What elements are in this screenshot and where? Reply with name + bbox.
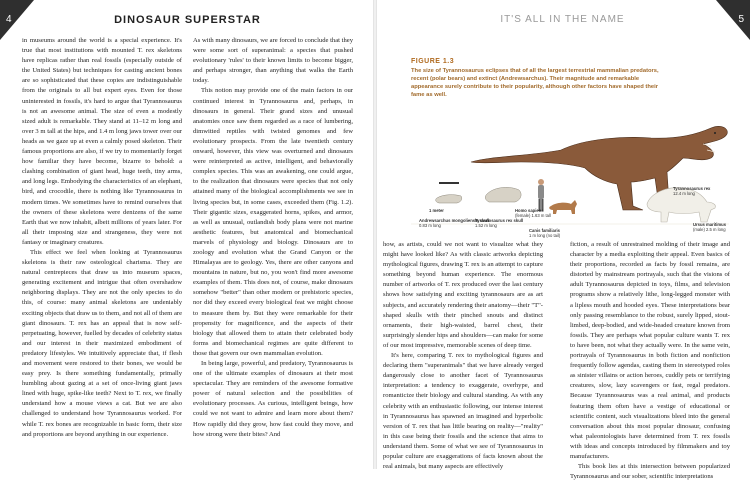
label-scale: 1 meter	[429, 208, 444, 213]
paragraph: how, as artists, could we not want to visualize what they might have looked like? As with classic artworks depicting mythological figures, drawing T. rex is an attempt to capture something beyond human experience. The enormous number of artworks of T. rex produced over the last century shows how satisfying and exciting tyrannosaurs are as art subjects, and accurately rendering their anatomy—their "T"-shaped skulls with their pinched snouts and distinct ornaments, their high-waisted, barrel chest, their surprisingly slender hips and shoulders—can make for some of our most impressive, memorable scenes of deep time.	[383, 241, 543, 349]
left-column-1	[22, 36, 182, 440]
running-head-left: DINOSAUR SUPERSTAR	[114, 14, 261, 26]
paragraph: This effect we feel when looking at Tyrannosaurus skeletons is their raw osteological charisma. They are natural centrepieces that draw us into museum spaces, generating excitement and intrigue that often overshadow neighboring displays. They are not the only species to do this, of course: many animal skeletons are undeniably exciting objects that draw us to them, and not all of them are giant dinosaurs. T. rex has an appeal that is now self-perpetuating, however, fuelled by decades of celebrity status and our interest in their maximized embodiment of predatory lifestyles. We intuitively appreciate that, if flesh and movement were restored to their bones, we would be easy prey. Is there something fundamentally, primally humbling about gazing at a set of once-living giant jaws lined with huge, spike-like teeth? Next to T. rex, we finally understand how a mouse views a cat. But we are also challenged to understand how Tyrannosaurus worked. For while T. rex bones are recognizable in basic form, their size and proportions are beyond anything in our experience.	[22, 248, 182, 438]
human-illustration	[538, 179, 544, 211]
label-human: Homo sapiens (female) 1.63 m tall	[515, 208, 551, 218]
paragraph: fiction, a result of unrestrained molding of their image and character by a media exploiting their appeal. Even basics of their proportions, recorded as facts by fossil remains, are distorted by mainstream portrayals, such that the visions of adult Tyrannosaurus depicted in toys, films, and television programs show a relatively lithe, long-legged monster with a lipless mouth and hooded eyes. These interpretations bear only passing resemblance to the robust, surely lipped, stout-limbed, deep-bodied, and wide-headed creature known from fossils. They are perhaps what popular culture wants T. rex to have been, not what they actually were. In the same vein, portrayals of Tyrannosaurus in both fiction and nonfiction frequently follow agendas, casting them in stereotyped roles as sinister villains or action heroes, cuddly pets or terrifying creatures, slow, lazy scavengers or fast, regal predators. Because Tyrannosaurus was a real animal, and products featuring them often have a vestige of educational or scientific content, such visualizations bleed into the general conversation about this most popular dinosaur, confusing what paleontologists have determined from T. rex fossils with ideas and concepts introduced by filmmakers and toy manufacturers.	[570, 241, 730, 460]
paragraph: This notion may provide one of the main factors in our continued interest in Tyrannosaurus and, perhaps, in dinosaurs in general. Their grand sizes and unusual anatomies once saw them regarded as a race of lumbering, dimwitted reptiles with twisted genomes and few evolutionary prospects. From the late twentieth century onward, however, this view was overturned and dinosaurs were reinterpreted as active, intelligent, and behaviorally complex species. This was an awakening, one could argue, to the realization that dinosaurs were species that not only attained many of the biological accomplishments we see in living species but, in some cases, exceeded them (Fig. 1.2). Their gigantic sizes, exaggerated horns, spikes, and armor, as well as unusual, outlandish body plans were not marine aesthetic features, but anatomical and biomechanical marvels of physiology and biology. Dinosaurs are to zoology and evolution what the Grand Canyon or the Himalayas are to geology. Yes, there are other canyons and mountains in nature, but no, you won't find more awesome examples of them. This does not, of course, make dinosaurs somehow "better" than other modern or prehistoric species, nor did they exceed every biological feat we might choose to measure them by. But they were remarkable for their propensity for magnificence, and the aspects of their biology that allowed them to attain their celebrated body forms and biomechanical regimes are quite different to those that govern our own mammalian evolution.	[193, 87, 353, 357]
figure-caption: The size of Tyrannosaurus eclipses that of all the largest terrestrial mammalian predators, recent (polar bears) and extinct (Andrewsarchus). Their magnitude and remarkable appearance surely contribute to their popularity, although other factors have shaped their fame as well.	[411, 68, 659, 98]
paragraph: As with many dinosaurs, we are forced to conclude that they were some sort of superanimal: a species that pushed evolutionary 'rules' to their known limits to become bigger, and perhaps stronger, than anything that walks the Earth today.	[193, 37, 353, 85]
left-column-2	[193, 36, 353, 440]
left-page	[0, 0, 375, 469]
right-page	[375, 0, 750, 481]
size-comparison-illustration	[411, 98, 729, 238]
right-column-2	[570, 240, 730, 482]
label-andrewsarchus-skull: Andrewsarchus mongoliensis skull 0.83 m long	[419, 218, 490, 228]
dog-illustration	[549, 200, 577, 214]
label-trex: Tyrannosaurus rex 12.4 m long	[673, 186, 711, 196]
scale-bar	[439, 182, 459, 184]
paragraph: It's here, comparing T. rex to mythological figures and declaring them "superanimals" that we have already verged dangerously close to another facet of Tyrannosaurus interpretation: a tendency to exaggerate, overhype, and romanticize their biology and cultural standing. As with any celebrity with an enthusiastic following, our intense interest in Tyrannosaurus has spawned an imagined and hyperbolic version of T. rex that has little bearing on reality—"reality" in this case being their fossils and the science that aims to understand them. Some of what we see of Tyrannosaurus in popular culture are exaggerations of facts known about the real animals, but many aspects are effectively	[383, 352, 543, 471]
running-head-right: IT'S ALL IN THE NAME	[500, 14, 625, 25]
label-dog: Canis familiaris 1 m long (no tail)	[529, 228, 561, 238]
page-number-left: 4	[6, 14, 12, 25]
paragraph: in museums around the world is a special experience. It's true that most institutions with mounted T. rex skeletons have replicas rather than real fossils (especially outside of the United States) but techniques for casting ancient bones are so sophisticated that these copies are indistinguishable from the originals to all but expert eyes. Even for those uninterested in fossils, it's hard to argue that Tyrannosaurus is not an awesome animal. The size of even a modestly sized adult is remarkable. They stand at 11–12 m long and over 3 m tall at the hips, and 1.4 m long jaws tower over our heads as we gaze up at even a calmly posed skeleton. Their famous proportions are also, if we try to momentarily forget how familiar they have become, bizarre to behold: a clashing combination of giant head, huge teeth, tiny arms, and long legs. Embodying the characteristics of an elephant, bird, and crocodile, there is nothing like Tyrannosaurus in modern times. We sometimes have to remind ourselves that the owners of these skeletons were denizens of the same Earth that we now inhabit, albeit millions of years later. For all their imposing size and strangeness, they were not fantasy or imaginary creatures.	[22, 37, 182, 246]
page-number-right: 5	[738, 14, 744, 25]
right-column-1	[383, 240, 543, 472]
paragraph: In being large, powerful, and predatory, Tyrannosaurus is one of the ultimate examples of dinosaurs at their most spectacular. They are reminders of the awesome formative power of natural selection and the possibilities of evolutionary processes. As curious, intelligent beings, how could we not want to admire and learn more about them? How rapidly did they grow, how fast could they move, and how strong were their bites? And	[193, 360, 353, 438]
figure-label: FIGURE 1.3	[411, 58, 455, 65]
label-trex-skull: Tyrannosaurus rex skull 1.52 m long	[475, 218, 524, 228]
trex-skull-illustration	[485, 187, 521, 202]
paragraph: This book lies at this intersection between popularized Tyrannosaurus and our sober, scientific interpretations	[570, 463, 730, 481]
andrewsarchus-skull-illustration	[436, 195, 462, 203]
label-polar-bear: Ursus maritimus (male) 2.5 m long	[693, 222, 727, 232]
figure-1-3	[411, 58, 729, 238]
